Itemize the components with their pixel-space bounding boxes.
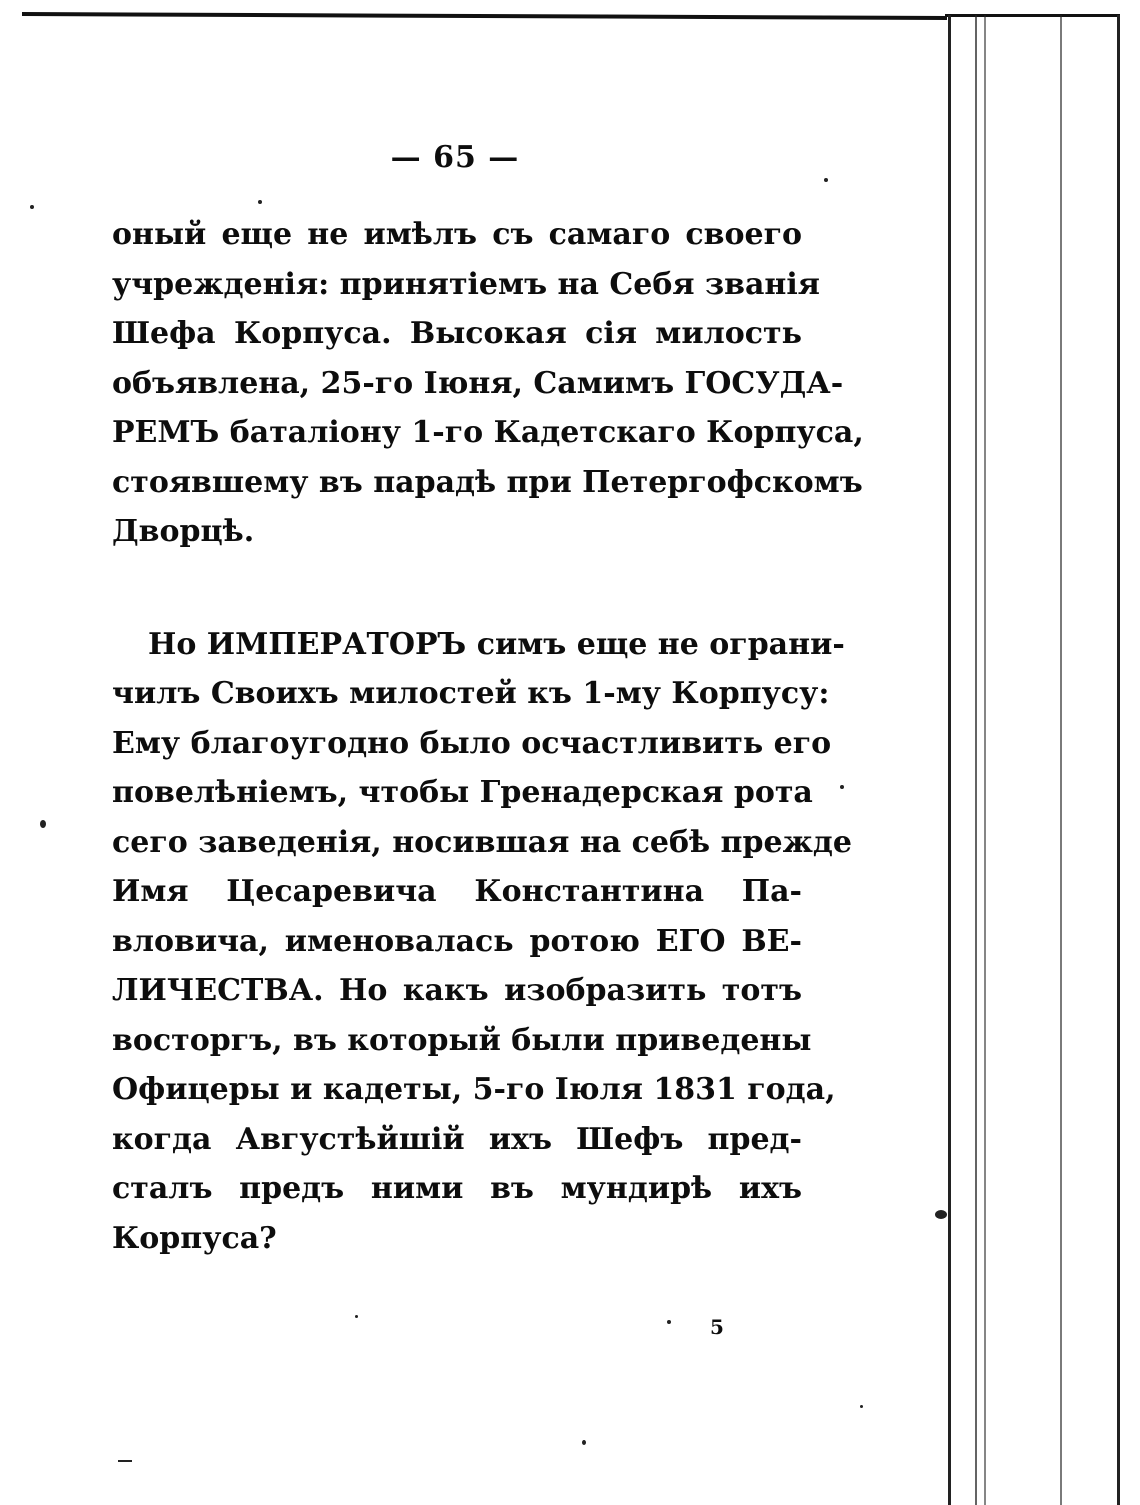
text-line: учрежденія: принятіемъ на Себя званія	[112, 266, 820, 302]
text-line: Но ИМПЕРАТОРЪ симъ еще не ограни-	[148, 626, 845, 662]
text-line: оный еще не имѣлъ съ самаго своего	[112, 217, 802, 252]
scan-speck	[824, 178, 828, 182]
text-line: ЛИЧЕСТВА. Но какъ изобразить тотъ	[112, 973, 802, 1008]
text-line: Имя Цесаревича Константина Па-	[112, 874, 802, 909]
scan-speck	[40, 820, 46, 828]
binding-gutter-line	[1117, 15, 1120, 1505]
text-line: повелѣніемъ, чтобы Гренадерская рота	[112, 775, 813, 810]
paragraph-gap	[112, 557, 802, 620]
scan-speck	[860, 1405, 863, 1408]
page-number: — 65 —	[390, 140, 520, 175]
text-line: Корпуса?	[112, 1220, 277, 1256]
text-line: РЕМЪ баталіону 1-го Кадетскаго Корпуса,	[112, 415, 864, 450]
top-rule-right	[945, 14, 1120, 17]
binding-gutter-line	[975, 15, 977, 1505]
text-line: Дворцѣ.	[112, 514, 255, 549]
scan-speck	[840, 785, 844, 789]
scan-speck	[118, 1460, 132, 1462]
text-line: Ему благоугодно было осчастливить его	[112, 725, 832, 761]
binding-gutter-line	[948, 15, 951, 1505]
scan-speck	[935, 1210, 947, 1219]
text-line: восторгъ, въ который были приведены	[112, 1022, 812, 1058]
paragraph-2	[112, 620, 852, 1264]
top-rule	[22, 12, 947, 20]
signature-mark: 5	[710, 1315, 724, 1339]
binding-gutter-line	[984, 15, 986, 1505]
text-line: Офицеры и кадеты, 5-го Іюля 1831 года,	[112, 1072, 836, 1107]
scan-speck	[258, 200, 262, 204]
text-line: сталъ предъ ними въ мундирѣ ихъ	[112, 1171, 802, 1206]
binding-gutter-line	[1060, 15, 1062, 1505]
text-line: объявлена, 25-го Іюня, Самимъ ГОСУДА-	[112, 365, 844, 401]
scan-speck	[667, 1320, 671, 1324]
scan-speck	[30, 205, 34, 209]
scan-speck	[582, 1440, 586, 1445]
text-line: Шефа Корпуса. Высокая сія милость	[112, 316, 802, 351]
text-line: сего заведенія, носившая на себѣ прежде	[112, 824, 852, 860]
paragraph-1	[112, 210, 864, 557]
text-line: стоявшему въ парадѣ при Петергофскомъ	[112, 464, 863, 500]
text-line: чилъ Своихъ милостей къ 1-му Корпусу:	[112, 676, 830, 711]
text-line: когда Августѣйшій ихъ Шефъ пред-	[112, 1121, 802, 1157]
text-line: вловича, именовалась ротою ЕГО ВЕ-	[112, 923, 802, 959]
scan-speck	[355, 1315, 358, 1318]
body-text	[112, 210, 864, 1263]
